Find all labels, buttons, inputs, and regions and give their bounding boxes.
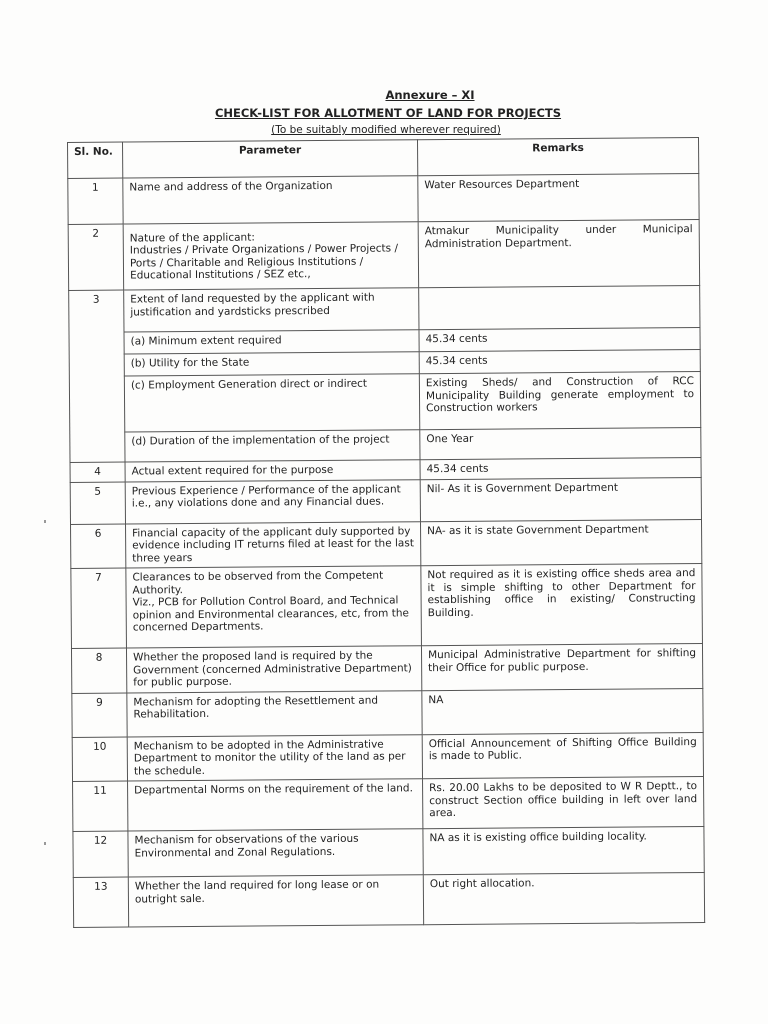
parameter-cell: Nature of the applicant: Industries / Private Organizations / Power Projects / Ports / Charitable and Religious Institutions / Educational Institutions / SEZ etc.,	[123, 222, 419, 290]
remarks-cell: Nil- As it is Government Department	[420, 477, 701, 521]
sl-no-cell: 11	[73, 781, 128, 831]
annexure-label: Annexure – XI	[385, 88, 475, 102]
remarks-cell: Out right allocation.	[423, 873, 704, 925]
remarks-cell: 45.34 cents	[419, 350, 700, 374]
table-row	[71, 519, 702, 568]
parameter-cell: Name and address of the Organization	[123, 176, 418, 224]
remarks-cell: Municipal Administrative Department for shifting their Office for public purpose.	[421, 644, 702, 691]
remarks-cell: NA as it is existing office building locality.	[423, 827, 704, 875]
remarks-cell: Not required as it is existing office sheds area and it is simple shifting to other Department for establishing office in existing/ Constructing Building.	[421, 564, 703, 646]
table-row	[70, 428, 701, 463]
parameter-cell: (b) Utility for the State	[124, 352, 419, 376]
remarks-cell: 45.34 cents	[419, 328, 700, 352]
parameter-cell: Departmental Norms on the requirement of the land.	[128, 779, 423, 831]
sl-no-cell: 9	[72, 693, 127, 737]
column-header-remarks: Remarks	[417, 138, 698, 176]
sl-no-cell: 8	[71, 648, 126, 693]
parameter-cell: (a) Minimum extent required	[124, 330, 419, 354]
parameter-cell: Previous Experience / Performance of the applicant i.e., any violations done and any Financial dues.	[125, 479, 420, 523]
table-row	[68, 174, 699, 225]
table-row	[70, 477, 701, 524]
parameter-cell: Mechanism for adopting the Resettlement and Rehabilitation.	[127, 690, 422, 736]
table-row	[73, 827, 704, 878]
parameter-cell: Extent of land requested by the applicant with justification and yardsticks prescribed	[124, 288, 419, 332]
sl-no-cell: 10	[72, 737, 127, 782]
parameter-cell: Whether the proposed land is required by the Government (concerned Administrative Department) for public purpose.	[126, 646, 421, 693]
parameter-cell: Financial capacity of the applicant duly supported by evidence including IT returns filed at least for the last three years	[125, 521, 420, 568]
sl-no-cell: 5	[70, 482, 125, 524]
sl-no-cell: 2	[68, 224, 124, 290]
parameter-cell: Mechanism to be adopted in the Administrative Department to monitor the utility of the land as per the schedule.	[127, 734, 422, 781]
remarks-cell: One Year	[420, 428, 701, 460]
checklist-table	[67, 137, 705, 928]
document-title: CHECK-LIST FOR ALLOTMENT OF LAND FOR PROJECTS	[214, 106, 562, 120]
sl-no-cell: 1	[68, 178, 123, 224]
remarks-cell: Atmakur Municipality under Municipal Administration Department.	[418, 220, 700, 288]
scan-mark	[44, 520, 46, 523]
remarks-cell: Water Resources Department	[418, 174, 699, 222]
parameter-cell: (d) Duration of the implementation of the project	[125, 430, 420, 462]
parameter-cell: Actual extent required for the purpose	[125, 460, 420, 482]
table-row	[73, 777, 704, 832]
remarks-cell: NA	[422, 688, 703, 734]
table-row	[71, 564, 703, 649]
table-row	[73, 873, 704, 928]
sl-no-cell: 12	[73, 831, 128, 877]
sl-no-cell: 13	[73, 877, 128, 927]
remarks-cell: Official Announcement of Shifting Office Building is made to Public.	[422, 732, 703, 779]
column-header-sl-no: Sl. No.	[68, 142, 123, 178]
parameter-cell: Clearances to be observed from the Competent Authority. Viz., PCB for Pollution Control Board, and Technical opinion and Environmental clearances, etc, from the concerned Departments.	[126, 566, 422, 648]
remarks-cell: Rs. 20.00 Lakhs to be deposited to W R Deptt., to construct Section office building in left over land area.	[423, 777, 704, 829]
remarks-cell	[419, 286, 700, 330]
sl-no-cell: 3	[69, 290, 125, 462]
remarks-cell: NA- as it is state Government Department	[420, 519, 701, 566]
document-subtitle: (To be suitably modified wherever required)	[271, 124, 501, 136]
parameter-cell: Whether the land required for long lease or on outright sale.	[128, 875, 423, 927]
parameter-cell: (c) Employment Generation direct or indirect	[124, 374, 419, 432]
remarks-cell: 45.34 cents	[420, 458, 701, 480]
table-row	[72, 688, 703, 737]
parameter-cell: Mechanism for observations of the various Environmental and Zonal Regulations.	[128, 829, 423, 877]
table-row	[71, 644, 702, 693]
table-row	[69, 286, 700, 333]
table-row	[72, 732, 703, 781]
table-row	[69, 372, 700, 433]
sl-no-cell: 7	[71, 568, 127, 648]
remarks-cell: Existing Sheds/ and Construction of RCC Municipality Building generate employment to Construction workers	[419, 372, 700, 430]
sl-no-cell: 6	[71, 524, 126, 569]
sl-no-cell: 4	[70, 462, 125, 482]
scan-mark	[44, 842, 46, 845]
table-row	[68, 220, 699, 291]
column-header-parameter: Parameter	[123, 140, 418, 178]
